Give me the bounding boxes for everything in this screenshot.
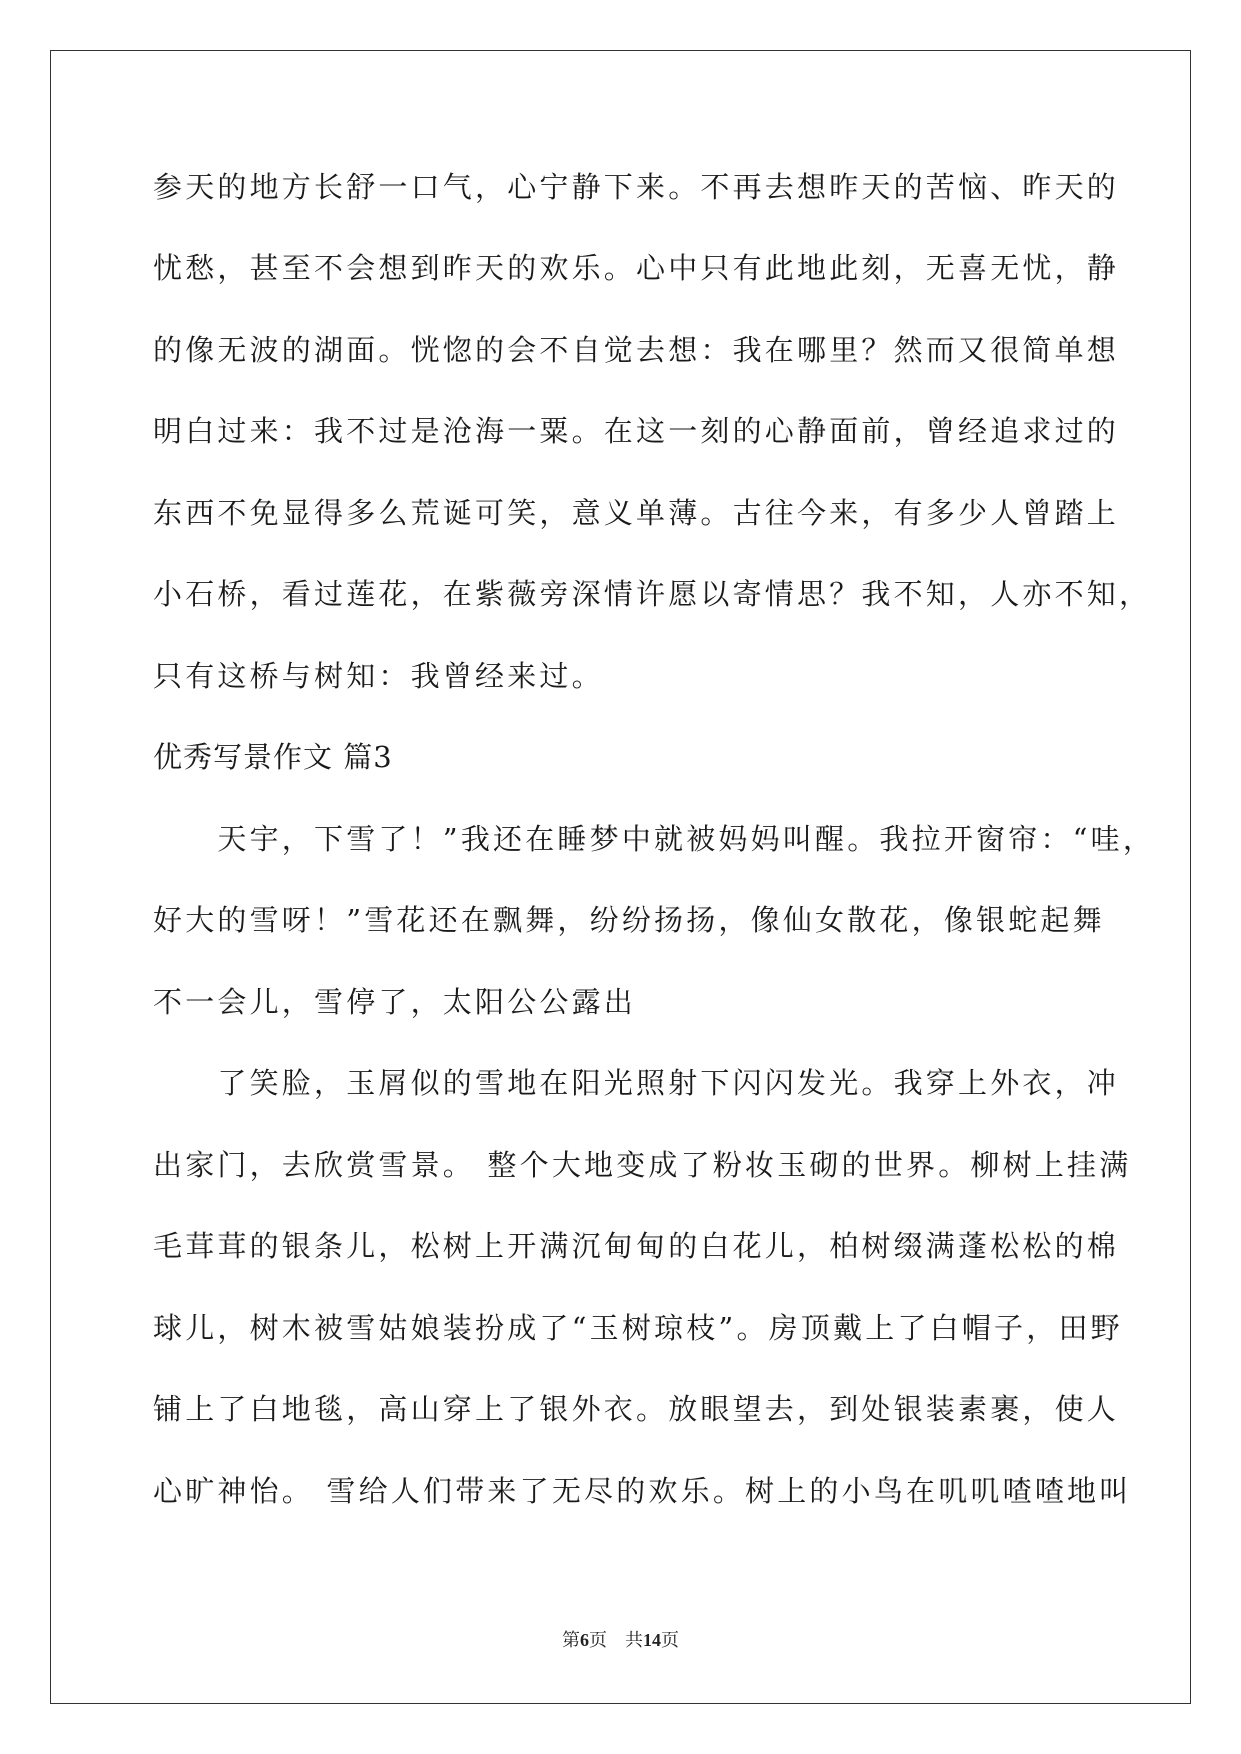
body-line-1: 参天的地方长舒一口气，心宁静下来。不再去想昨天的苦恼、昨天的	[153, 170, 1120, 204]
body-line-10: 好大的雪呀！”雪花还在飘舞，纷纷扬扬，像仙女散花，像银蛇起舞	[153, 903, 1105, 937]
body-line-16: 铺上了白地毯，高山穿上了银外衣。放眼望去，到处银装素裹，使人	[153, 1392, 1120, 1426]
body-line-11: 不一会儿，雪停了，太阳公公露出	[153, 985, 637, 1019]
footer-page-suffix: 页	[589, 1630, 607, 1651]
footer-page-number: 6	[580, 1630, 589, 1650]
body-line-5: 东西不免显得多么荒诞可笑，意义单薄。古往今来，有多少人曾踏上	[153, 496, 1120, 530]
body-line-4: 明白过来：我不过是沧海一粟。在这一刻的心静面前，曾经追求过的	[153, 414, 1120, 448]
section-heading: 优秀写景作文 篇3	[153, 740, 393, 774]
footer-total-prefix: 共	[625, 1630, 643, 1651]
body-line-7: 只有这桥与树知：我曾经来过。	[153, 659, 604, 693]
body-line-15: 球儿，树木被雪姑娘装扮成了“玉树琼枝”。房顶戴上了白帽子，田野	[153, 1311, 1123, 1345]
body-line-14: 毛茸茸的银条儿，松树上开满沉甸甸的白花儿，柏树缀满蓬松松的棉	[153, 1229, 1120, 1263]
footer-total-pages: 14	[643, 1630, 661, 1650]
body-line-3: 的像无波的湖面。恍惚的会不自觉去想：我在哪里？然而又很简单想	[153, 333, 1120, 367]
body-line-2: 忧愁，甚至不会想到昨天的欢乐。心中只有此地此刻，无喜无忧，静	[153, 251, 1120, 285]
footer-prefix: 第	[562, 1630, 580, 1651]
body-line-17: 心旷神怡。 雪给人们带来了无尽的欢乐。树上的小鸟在叽叽喳喳地叫	[153, 1474, 1132, 1508]
page-border	[50, 50, 1191, 1704]
body-line-13: 出家门，去欣赏雪景。 整个大地变成了粉妆玉砌的世界。柳树上挂满	[153, 1148, 1132, 1182]
body-line-12: 了笑脸，玉屑似的雪地在阳光照射下闪闪发光。我穿上外衣，冲	[153, 1066, 1120, 1100]
footer-total-suffix: 页	[661, 1630, 679, 1651]
body-line-9: 天宇，下雪了！”我还在睡梦中就被妈妈叫醒。我拉开窗帘：“哇，	[153, 822, 1156, 856]
page-footer	[0, 1628, 1241, 1653]
body-line-6: 小石桥，看过莲花，在紫薇旁深情许愿以寄情思？我不知，人亦不知，	[153, 577, 1152, 611]
